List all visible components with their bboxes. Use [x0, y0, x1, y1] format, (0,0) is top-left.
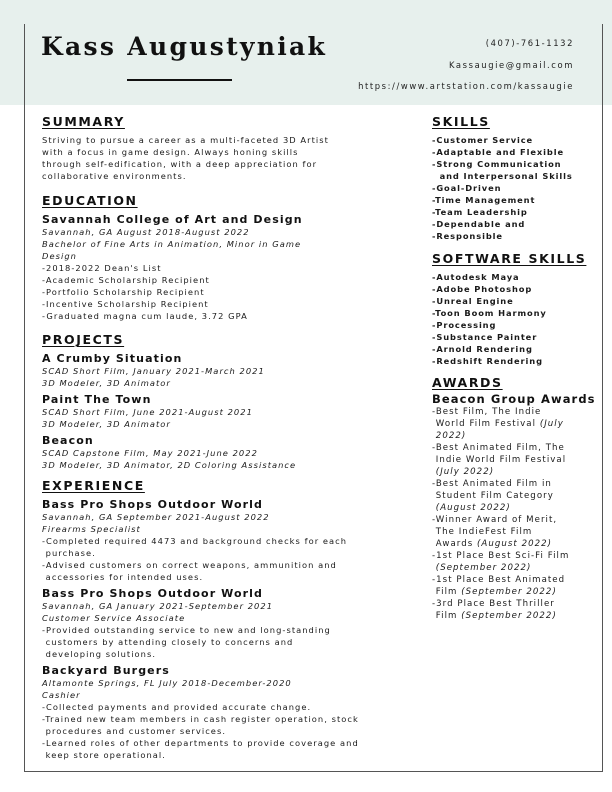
education-bullet: -Graduated magna cum laude, 3.72 GPA — [42, 311, 248, 321]
skill-item: -Adaptable and Flexible — [432, 147, 564, 157]
award-line — [432, 502, 596, 514]
software-item: -Adobe Photoshop — [432, 284, 533, 294]
skill-item: -Responsible — [432, 231, 503, 241]
award-text: Student Film Category — [432, 491, 554, 501]
summary-line: through self-edification, with a deep appreciation for — [42, 159, 318, 169]
award-text: Awards — [432, 539, 478, 549]
job-meta: Altamonte Springs, FL July 2018-December-2020 — [42, 678, 292, 688]
summary-line: with a focus in game design. Always honing skills — [42, 147, 299, 157]
job-role: Firearms Specialist — [42, 524, 141, 534]
award-line — [432, 598, 596, 610]
award-line — [432, 442, 596, 454]
award-line — [432, 406, 596, 418]
employer-name: Bass Pro Shops Outdoor World — [42, 587, 264, 600]
education-bullet: -Incentive Scholarship Recipient — [42, 299, 209, 309]
project-meta: SCAD Capstone Film, May 2021-June 2022 — [42, 448, 258, 458]
project-meta: SCAD Short Film, June 2021-August 2021 — [42, 407, 253, 417]
job-bullet: procedures and customer services. — [42, 726, 227, 736]
award-line — [432, 454, 596, 466]
employer-name: Backyard Burgers — [42, 664, 170, 677]
summary-section — [42, 114, 329, 182]
award-text: -Best Animated Film, The — [432, 443, 565, 453]
education-detail: Savannah, GA August 2018-August 2022 — [42, 227, 250, 237]
education-section — [42, 193, 303, 322]
software-item: -Toon Boom Harmony — [432, 308, 547, 318]
award-text: Indie World Film Festival — [432, 455, 567, 465]
software-item: -Autodesk Maya — [432, 272, 520, 282]
name-divider — [127, 79, 232, 81]
award-date: (September 2022) — [435, 563, 532, 573]
award-text: -1st Place Best Animated — [432, 575, 566, 585]
award-line — [432, 466, 596, 478]
award-date: (August 2022) — [435, 503, 511, 513]
award-group: Beacon Group Awards — [432, 392, 596, 406]
project-title: Beacon — [42, 434, 94, 447]
award-text: -Best Animated Film in — [432, 479, 552, 489]
section-heading: SKILLS — [432, 114, 490, 129]
software-item: -Redshift Rendering — [432, 356, 543, 366]
job-bullet: -Provided outstanding service to new and long-standing — [42, 625, 331, 635]
job-bullet: -Collected payments and provided accurate change. — [42, 702, 312, 712]
job-bullet: keep store operational. — [42, 750, 166, 760]
award-date: (July 2022) — [435, 467, 495, 477]
projects-section — [42, 332, 296, 471]
award-line — [432, 550, 596, 562]
job-bullet: customers by attending closely to concerns and — [42, 637, 294, 647]
job-role: Customer Service Associate — [42, 613, 186, 623]
job-bullet: purchase. — [42, 548, 96, 558]
award-text: -Winner Award of Merit, — [432, 515, 558, 525]
section-heading: SUMMARY — [42, 114, 125, 129]
email-address: Kassaugie@gmail.com — [448, 60, 574, 70]
section-heading: SOFTWARE SKILLS — [432, 251, 587, 266]
award-line — [432, 514, 596, 526]
job-bullet: -Learned roles of other departments to provide coverage and — [42, 738, 359, 748]
job-bullet: accessories for intended uses. — [42, 572, 204, 582]
award-line — [432, 490, 596, 502]
award-text: Film — [432, 587, 462, 597]
award-text: -Best Film, The Indie — [432, 407, 542, 417]
job-bullet: -Completed required 4473 and background checks for each — [42, 536, 348, 546]
project-roles: 3D Modeler, 3D Animator — [42, 419, 171, 429]
award-text: Film — [432, 611, 462, 621]
award-date: (August 2022) — [477, 539, 553, 549]
section-heading: AWARDS — [432, 375, 503, 390]
award-line — [432, 526, 596, 538]
award-text: -1st Place Best Sci-Fi Film — [432, 551, 570, 561]
section-heading: EDUCATION — [42, 193, 138, 208]
job-bullet: developing solutions. — [42, 649, 157, 659]
job-meta: Savannah, GA September 2021-August 2022 — [42, 512, 270, 522]
skill-item: -Team Leadership — [432, 207, 528, 217]
phone-number: (407)-761-1132 — [485, 38, 574, 48]
skills-section — [432, 114, 573, 242]
skill-item: -Goal-Driven — [432, 183, 502, 193]
education-bullet: -Portfolio Scholarship Recipient — [42, 287, 205, 297]
project-roles: 3D Modeler, 3D Animator, 2D Coloring Assistance — [42, 460, 297, 470]
candidate-name: Kass Augustyniak — [41, 32, 328, 61]
education-detail: Bachelor of Fine Arts in Animation, Minor in Game — [42, 239, 302, 249]
award-text: The IndieFest Film — [432, 527, 533, 537]
school-name: Savannah College of Art and Design — [42, 213, 303, 226]
software-item: -Substance Painter — [432, 332, 538, 342]
award-line — [432, 418, 596, 430]
award-date: (September 2022) — [461, 611, 557, 621]
skill-item: -Customer Service — [432, 135, 534, 145]
summary-line: collaborative environments. — [42, 171, 187, 181]
section-heading: PROJECTS — [42, 332, 125, 347]
award-date: (July — [539, 419, 564, 429]
job-role: Cashier — [42, 690, 81, 700]
award-date: 2022) — [435, 431, 467, 441]
employer-name: Bass Pro Shops Outdoor World — [42, 498, 264, 511]
experience-section — [42, 478, 359, 761]
project-meta: SCAD Short Film, January 2021-March 2021 — [42, 366, 265, 376]
awards-section — [432, 375, 596, 622]
award-text: -3rd Place Best Thriller — [432, 599, 555, 609]
skill-item: -Strong Communication — [432, 159, 562, 169]
award-text: World Film Festival — [432, 419, 540, 429]
award-line — [432, 586, 596, 598]
skill-item: -Dependable and — [432, 219, 526, 229]
award-line — [432, 478, 596, 490]
job-bullet: -Advised customers on correct weapons, ammunition and — [42, 560, 337, 570]
skill-item: -Time Management — [432, 195, 536, 205]
portfolio-link[interactable]: https://www.artstation.com/kassaugie — [358, 81, 574, 91]
software-item: -Unreal Engine — [432, 296, 514, 306]
summary-line: Striving to pursue a career as a multi-faceted 3D Artist — [42, 135, 329, 145]
education-bullet: -Academic Scholarship Recipient — [42, 275, 210, 285]
award-line — [432, 574, 596, 586]
award-line — [432, 610, 596, 622]
award-line — [432, 562, 596, 574]
skill-item: and Interpersonal Skills — [432, 171, 573, 181]
software-item: -Processing — [432, 320, 497, 330]
education-detail: Design — [42, 251, 77, 261]
project-title: A Crumby Situation — [42, 352, 183, 365]
award-line — [432, 538, 596, 550]
job-bullet: -Trained new team members in cash register operation, stock — [42, 714, 359, 724]
project-title: Paint The Town — [42, 393, 152, 406]
award-date: (September 2022) — [461, 587, 557, 597]
software-item: -Arnold Rendering — [432, 344, 533, 354]
award-line — [432, 430, 596, 442]
job-meta: Savannah, GA January 2021-September 2021 — [42, 601, 274, 611]
education-bullet: -2018-2022 Dean's List — [42, 263, 162, 273]
software-skills-section — [432, 251, 586, 367]
section-heading: EXPERIENCE — [42, 478, 145, 493]
project-roles: 3D Modeler, 3D Animator — [42, 378, 171, 388]
